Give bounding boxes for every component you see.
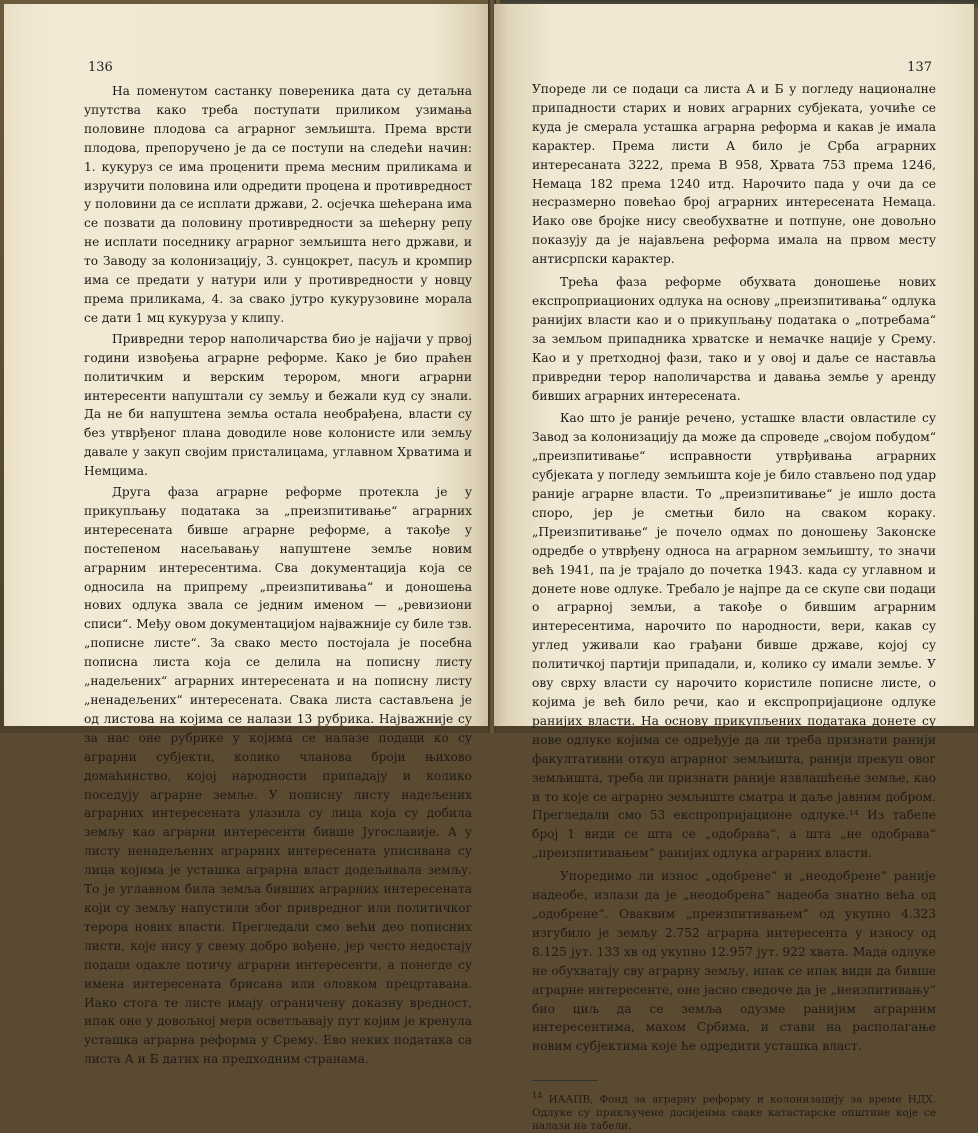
paragraph: Упоредимо ли износ „одобрене“ и „неодобрене“ раније надеобе, излази да је „неодобрена“ надеоба знатно већа од „одобрене“. Оваквим „преизпитивањем“ од укупно 4.323 изгубило је земљу 2.752 аграрна интересента у износу од 8.125 јут. 133 хв од укупно 12.957 јут. 922 хвата. Мада одлуке не обухватају сву аграрну земљу, ипак се ипак види да бивше аграрне интересенте, оне јасно сведоче да је „неизпитивању“ био циљ да се земља одузме ранијим аграрним интересентима, махом Србима, и стави на располагање новим субјектима које ће одредити усташка власт. xyxy=(532,869,936,1054)
left-page xyxy=(4,4,490,1067)
paragraph: Привредни терор наполичарства био је најјачи у првој години извођења аграрне реформе. Како је био праћен политичким и верским терором, многи аграрни интересенти напуштали су земљу и бежали куд су знали. Да не би напуштена земља остала необрађена, власти су без утврђеног плана доводиле нове колонисте или земљу давале у закуп својим присталицама, углавном Хрватима и Немцима. xyxy=(84,331,472,479)
paragraph: Друга фаза аграрне реформе протекла је у прикупљању података за „преизпитивање“ аграрних интересената бивше аграрне реформе, а такође у постепеном насељавању напуштене земље новим аграрним интересентима. Сва документација која се односила на припрему „преизпитивања“ и доношења нових одлука звала се једним именом — „ревизиони списи“. Међу овом документацијом најважније су биле тзв. „пописне листе“. За свако место постојала је посебна пописна листа која се делила на пописну листу „надељених“ аграрних интересената и на пописну листу „ненадељених“ интересената. Свака листа састављена је од листова на којима се налази 13 рубрика. Најважније су за нас оне рубрике у којима се налазе подаци ко су аграрни субјекти, колико чланова броји њихово домаћинство, којој народности припадају и колико поседују аграрне земље. У пописну листу надељених аграрних интересената улазила су лица која су добила земљу као аграрни интересенти бивше Југославије. А у листу ненадељених аграрних интересената уписивана су лица којима је усташка аграрна власт додељивала земљу. То је углавном била земља бивших аграрних интересената који су земљу напустили због привредног или политичког терора нових власти. Прегледали смо већи део пописних листи, које нису у свему добро вођене, јер често недостају подаци одакле потичу аграрни интересенти, а понегде су имена интересената брисана или оловком прецртавана. Иако стога те листе имају ограничену доказну вредност, ипак оне у довољној мери осветљавају пут којим је кренула усташка аграрна реформа у Срему. Ево неких података са листа А и Б датих на предходним странама. xyxy=(84,485,472,1067)
page-number: 136 xyxy=(88,60,113,75)
body-text xyxy=(532,80,936,1056)
footnote xyxy=(532,1089,936,1132)
paragraph: На поменутом састанку повереника дата су детаљна упутства како треба поступати приликом узимања половине плодова са аграрног земљишта. Према врсти плодова, препоручено је да се поступи на следећи начин: 1. кукуруз се има проценити према месним приликама и изручити половина или одредити процена и противредност у половини да се исплати држави, 2. осјечка шећерана има се позвати да половину противредности за шећерну репу не исплати поседнику аграрног земљишта него држави, и то Заводу за колонизацију, 3. сунцокрет, пасуљ и кромпир има се предати у натури или у противредности у новцу према приликама, 4. за свако јутро кукурузовине морала се дати 1 мц кукуруза у клипу. xyxy=(84,84,472,325)
paragraph: Трећа фаза реформе обухвата доношење нових експроприационих одлука на основу „преизпитивања“ одлука ранијих власти као и о прикупљању података о „потребама“ за земљом припадника хрватске и немачке нације у Срему. Као и у претходној фази, тако и у овој и даље се наставља привредни терор наполичарства и давања земље у аренду бивших аграрних интересената. xyxy=(532,275,936,403)
paragraph: Као што је раније речено, усташке власти овластиле су Завод за колонизацију да може да спроведе „својом побудом“ „преизпитивање“ исправности утврђивања аграрних субјеката у погледу земљишта које је било стављено под удар раније аграрне власти. То „преизпитивање“ је ишло доста споро, јер је сметњи било на сваком кораку. „Преизпитивање“ је почело одмах по доношењу Законске одредбе о утврђену односа на аграрном земљишту, то значи већ 1941, па је трајало до почетка 1943. када су углавном и донете нове одлуке. Требало је најпре да се скупе сви подаци о аграрној земљи, а такође о бившим аграрним интересентима, нарочито по народности, вери, какав су углед уживали као грађани бивше државе, којој су политичкој партији припадали, и, колико су имали земље. У ову сврху власти су нарочито користиле пописне листе, о којима је већ било речи, као и експропријационе одлуке ранијих власти. На основу прикупљених података донете су нове одлуке којима се одређује да ли треба признати ранији факултативни откуп аграрног земљишта, ранији прекуп овог земљишта, треба ли признати раније извлашћење земље, као и то које се аграрно земљиште сматра и даље јавним добром. Прегледали смо 53 експропријационе одлуке.¹⁴ Из табеле број 1 види се шта се „одобрава“, а шта „не одобрава“ „преизпитивањем“ ранијих одлука аграрних власти. xyxy=(532,411,936,861)
footnote-divider xyxy=(532,1080,598,1081)
right-page xyxy=(494,4,974,1132)
body-text xyxy=(84,82,472,1069)
footnote-text: ИААПВ, Фонд за аграрну реформу и колонизацију за време НДХ. Одлуке су прикључене досијеима сваке катастарске општине које се налази на табели. xyxy=(532,1093,936,1132)
footnote-mark: 14 xyxy=(532,1091,543,1101)
paragraph: Упореде ли се подаци са листа А и Б у погледу националне припадности старих и нових аграрних субјеката, уочиће се куда је смерала усташка аграрна реформа и какав је имала карактер. Према листи А било је Срба аграрних интересаната 3222, према В 958, Хрвата 753 према 1246, Немаца 182 према 1240 итд. Нарочито пада у очи да се несразмерно повећао број аграрних интересената Немаца. Иако ове бројке нису свеобухватне и потпуне, оне довољно показују да је најављена реформа имала на првом месту антисрпски карактер. xyxy=(532,82,936,267)
page-number: 137 xyxy=(907,60,932,75)
